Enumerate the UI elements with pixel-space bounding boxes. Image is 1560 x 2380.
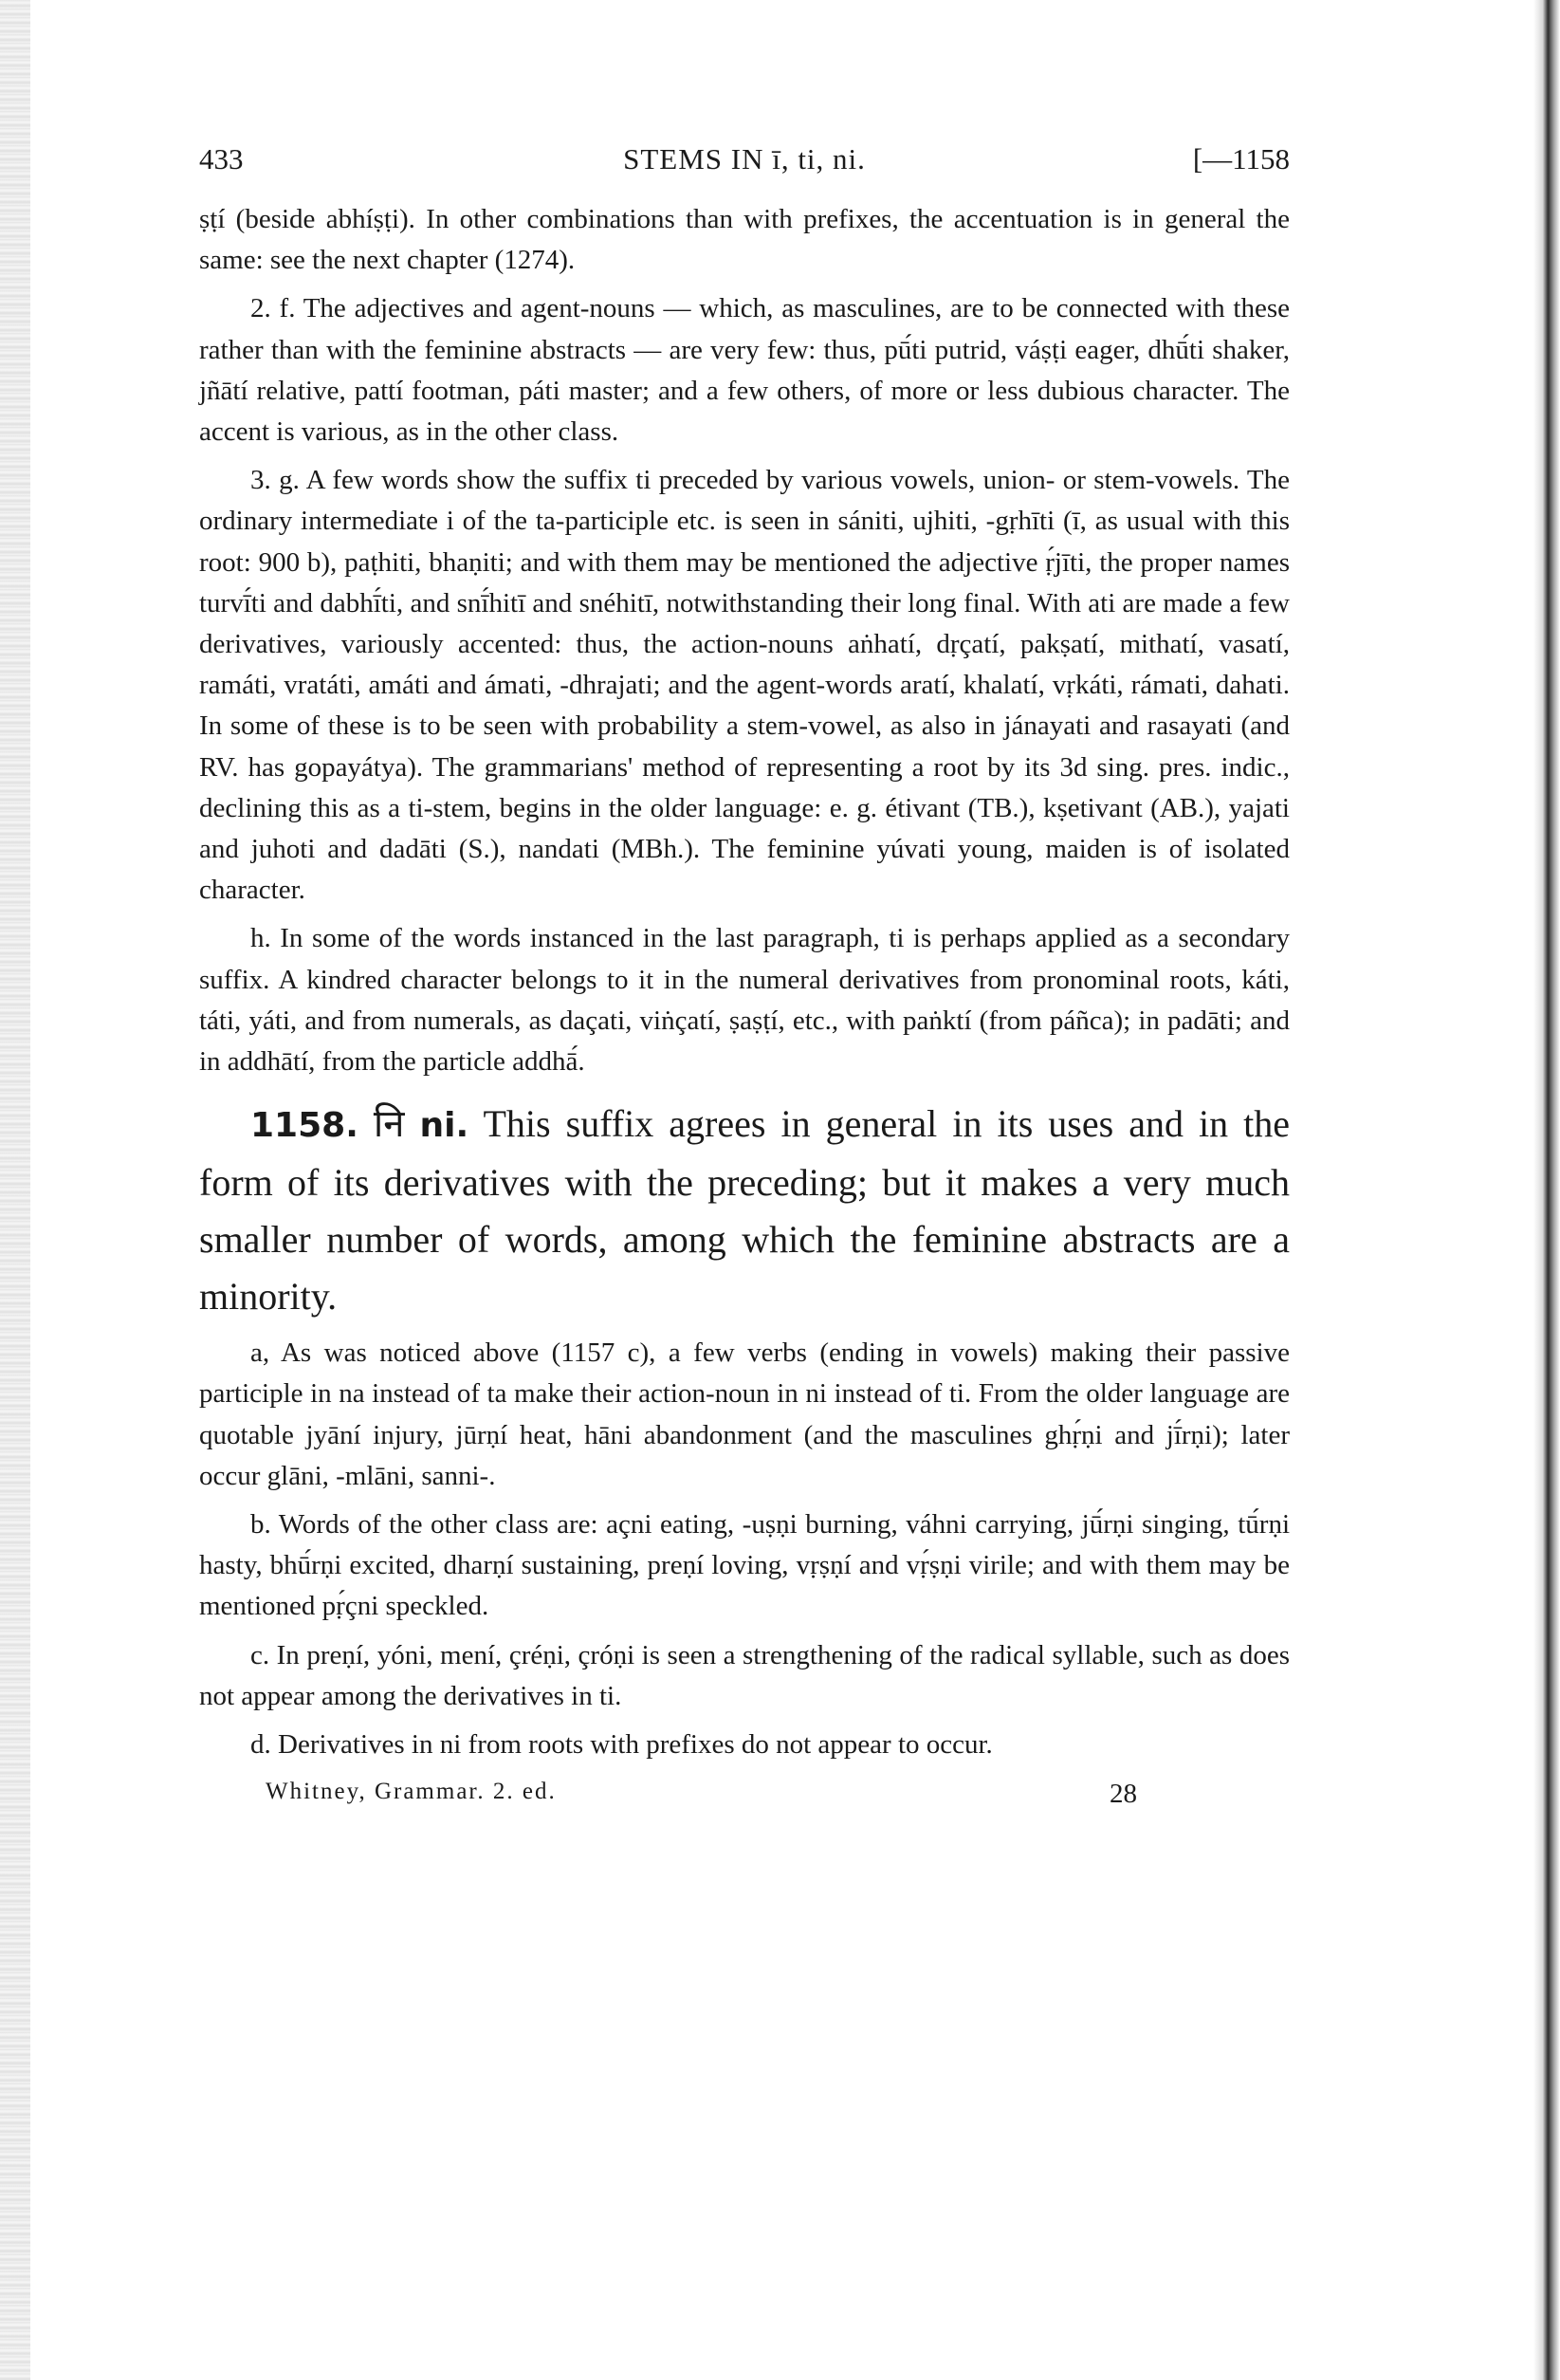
paragraph-h: h. In some of the words instanced in the last paragraph, ti is perhaps applied as a secondary suffix. A kindred character belongs to it in the numeral derivatives from pronominal roots, káti, táti, yáti, and from numerals, as daçati, viṅçatí, ṣaṣṭí, etc., with paṅktí (from páñca); in padāti; and in addhātí, from the particle addhā́.	[199, 923, 1290, 1078]
devanagari-suffix: नि	[373, 1102, 405, 1146]
book-page	[199, 133, 1290, 1817]
section-1158	[199, 1096, 1290, 1325]
section-reference: [—1158	[1192, 142, 1290, 175]
subparagraph-d: d. Derivatives in ni from roots with prefixes do not appear to occur.	[250, 1729, 993, 1761]
running-header	[199, 133, 1290, 199]
running-title: STEMS IN ī, ti, ni.	[623, 142, 866, 175]
subparagraph-a: a, As was noticed above (1157 c), a few verbs (ending in vowels) making their passive participle in na instead of ta make their action-noun in ni instead of ti. From the older language are quotable jyāní injury, jūrṇí heat, hāni abandonment (and the masculines ghṛ́ṇi and jī́rṇi); later occur glāni, -mlāni, sanni-.	[199, 1338, 1290, 1491]
suffix-name: ni.	[419, 1106, 469, 1146]
section-number: 1158.	[250, 1106, 358, 1146]
paragraph-continuation: ṣṭí (beside abhíṣṭi). In other combinations than with prefixes, the accentuation is in general the same: see the next chapter (1274).	[199, 204, 1290, 276]
scan-right-edge	[1533, 0, 1560, 2380]
paragraph-3g: 3. g. A few words show the suffix ti preceded by various vowels, union- or stem-vowels. The ordinary intermediate i of the ta-participle etc. is seen in sániti, ujhiti, -gṛhīti (ī, as usual with this root: 900 b), paṭhiti, bhaṇiti; and with them may be mentioned the adjective ṛ́jīti, the proper names turvī́ti and dabhī́ti, and snī́hitī and snéhitī, notwithstanding their long final. With ati are made a few derivatives, variously accented: thus, the action-nouns aṅhatí, dṛçatí, pakṣatí, mithatí, vasatí, ramáti, vratáti, amáti and ámati, -dhrajati; and the agent-words aratí, khalatí, vṛkáti, rámati, dahati. In some of these is to be seen with probability a stem-vowel, as also in jánayati and rasayati (and RV. has gopayátya). The grammarians' method of representing a root by its 3d sing. pres. indic., declining this as a ti-stem, begins in the older language: e. g. étivant (TB.), kṣetivant (AB.), yajati and juhoti and dadāti (S.), nandati (MBh.). The feminine yúvati young, maiden is of isolated character.	[199, 465, 1290, 906]
printer-signature: Whitney, Grammar. 2. ed.	[266, 1779, 557, 1805]
scan-left-edge	[0, 0, 30, 2380]
subparagraph-b: b. Words of the other class are: açni eating, -uṣṇi burning, váhni carrying, jū́rṇi singing, tū́rṇi hasty, bhū́rṇi excited, dharṇí sustaining, preṇí loving, vṛṣṇí and vṛ́ṣṇi virile; and with them may be mentioned pṛ́çni speckled.	[199, 1509, 1290, 1622]
page-footer	[199, 1779, 1290, 1817]
section-body: This suffix agrees in general in its uses and in the form of its derivatives with the preceding; but it makes a very much smaller number of words, among which the feminine abstracts are a minority.	[199, 1102, 1291, 1319]
subparagraph-c: c. In preṇí, yóni, mení, çréṇi, çróṇi is seen a strengthening of the radical syllable, such as does not appear among the derivatives in ti.	[199, 1639, 1290, 1711]
sheet-number: 28	[1110, 1779, 1137, 1810]
page-number: 433	[199, 142, 244, 175]
paragraph-2f: 2. f. The adjectives and agent-nouns — which, as masculines, are to be connected with these rather than with the feminine abstracts — are very few: thus, pū́ti putrid, váṣṭi eager, dhū́ti shaker, jñātí relative, pattí footman, páti master; and a few others, of more or less dubious character. The accent is various, as in the other class.	[199, 293, 1290, 448]
